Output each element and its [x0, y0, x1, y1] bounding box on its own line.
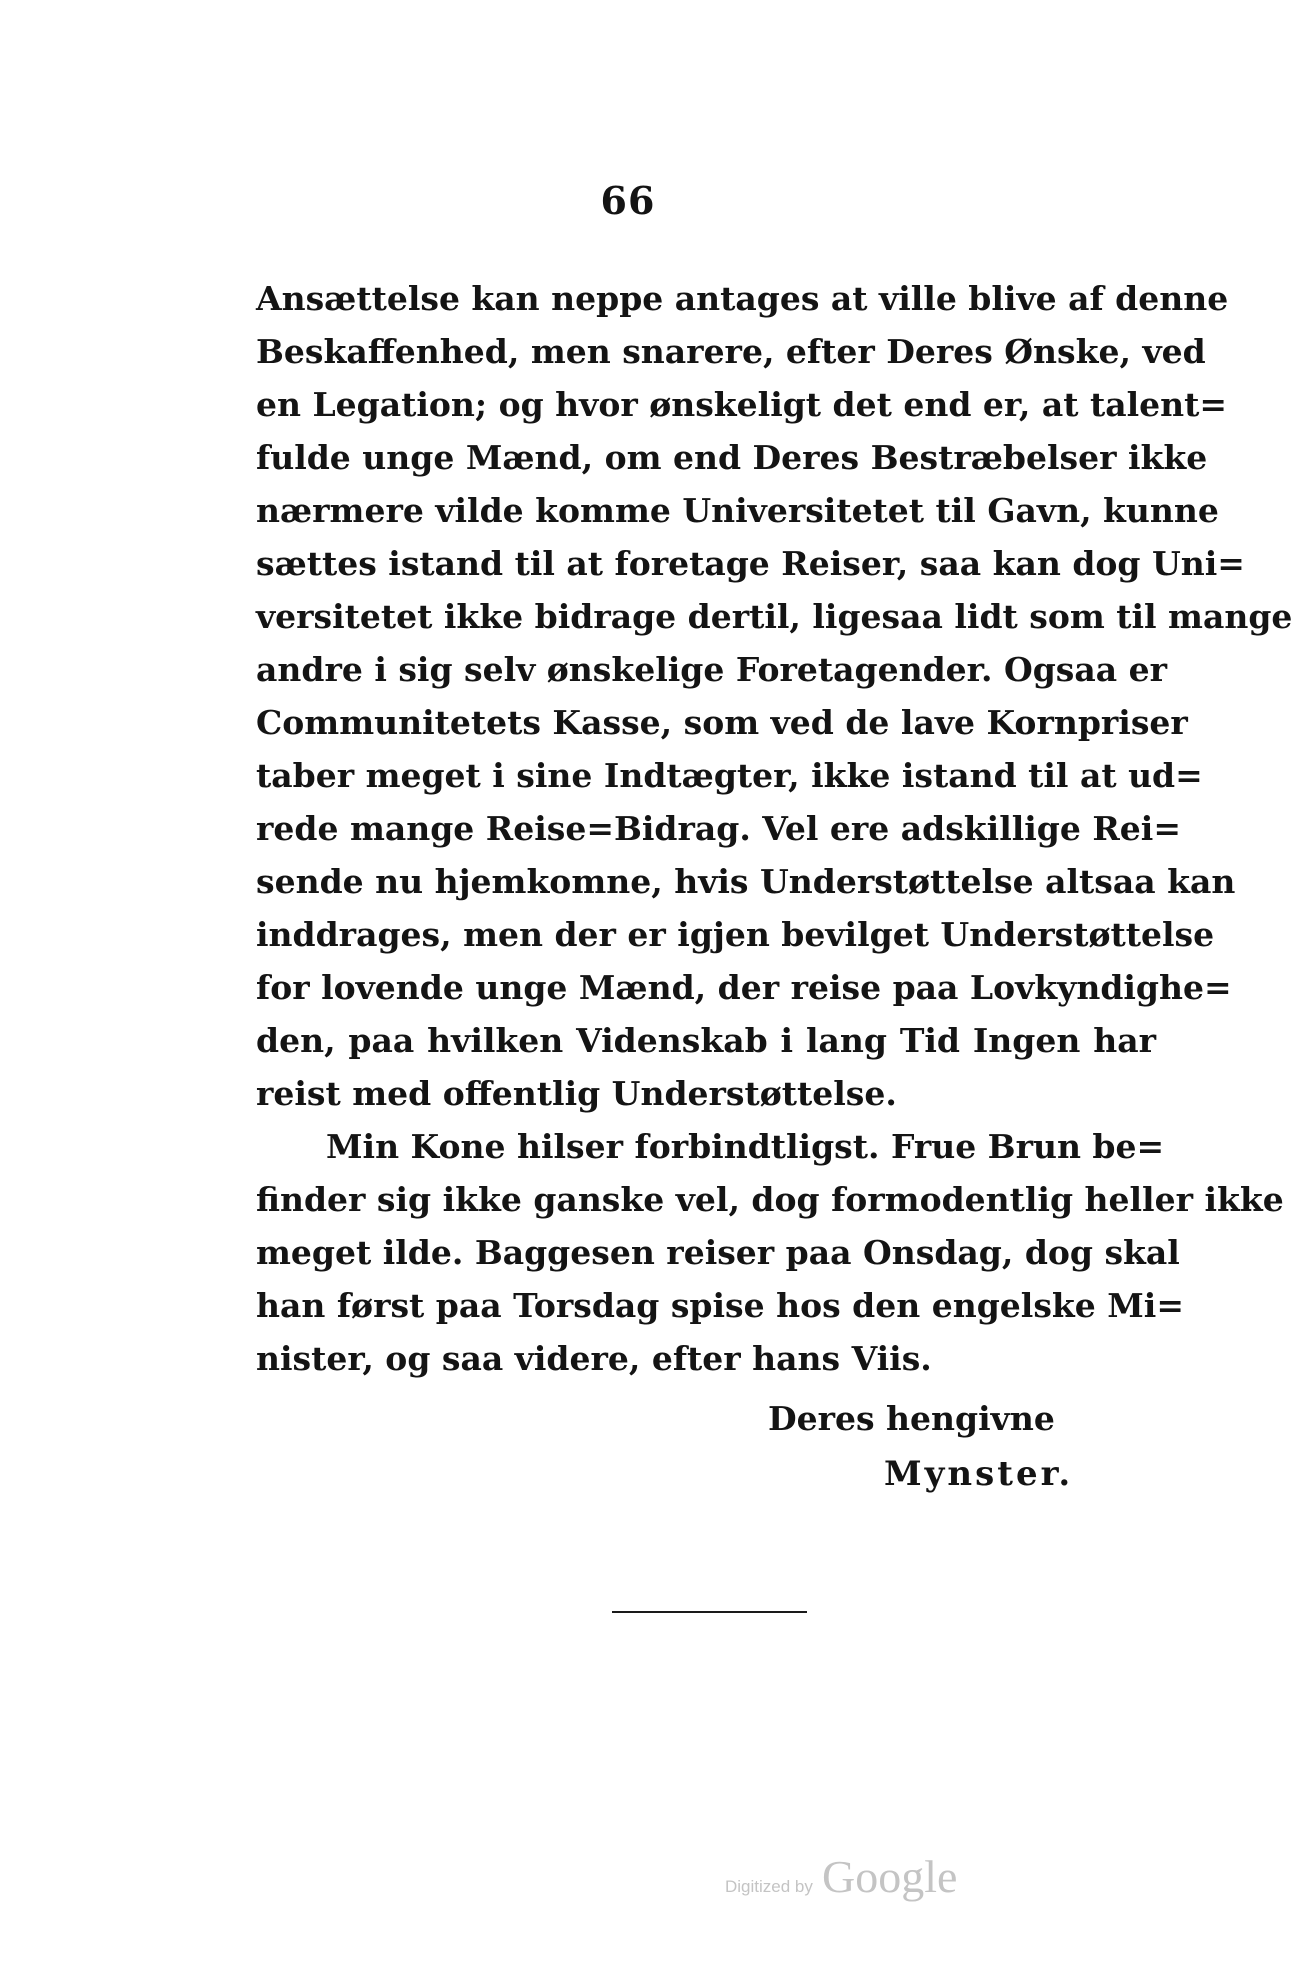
closing-salutation: Deres hengivne	[768, 1399, 1055, 1438]
body-line-5: nærmere vilde komme Universitetet til Gavn, kunne	[256, 491, 1219, 530]
watermark-prefix: Digitized by	[725, 1877, 813, 1896]
body-line-1: Ansættelse kan neppe antages at ville blive af denne	[256, 279, 1229, 318]
body-line-4: fulde unge Mænd, om end Deres Bestræbelser ikke	[256, 438, 1208, 477]
body-line-3: en Legation; og hvor ønskeligt det end er, at talent=	[256, 385, 1228, 424]
watermark	[725, 1850, 957, 1903]
body-line-12: sende nu hjemkomne, hvis Understøttelse altsaa kan	[256, 862, 1236, 901]
body-line-20: han først paa Torsdag spise hos den engelske Mi=	[256, 1286, 1184, 1325]
body-line-18: finder sig ikke ganske vel, dog formodentlig heller ikke	[256, 1180, 1284, 1219]
body-line-14: for lovende unge Mænd, der reise paa Lovkyndighe=	[256, 968, 1232, 1007]
body-line-6: sættes istand til at foretage Reiser, saa kan dog Uni=	[256, 544, 1245, 583]
page-number: 66	[600, 178, 656, 223]
body-line-2: Beskaffenhed, men snarere, efter Deres Ønske, ved	[256, 332, 1206, 371]
signature: Mynster.	[884, 1454, 1074, 1494]
body-line-15: den, paa hvilken Videnskab i lang Tid Ingen har	[256, 1021, 1156, 1060]
watermark-brand: Google	[821, 1851, 958, 1902]
body-line-7: versitetet ikke bidrage dertil, ligesaa lidt som til mange	[256, 597, 1292, 636]
body-line-11: rede mange Reise=Bidrag. Vel ere adskillige Rei=	[256, 809, 1181, 848]
body-line-19: meget ilde. Baggesen reiser paa Onsdag, dog skal	[256, 1233, 1180, 1272]
body-line-21: nister, og saa videre, efter hans Viis.	[256, 1339, 932, 1378]
letter-body	[256, 272, 1292, 1385]
body-line-10: taber meget i sine Indtægter, ikke istand til at ud=	[256, 756, 1203, 795]
body-line-13: inddrages, men der er igjen bevilget Understøttelse	[256, 915, 1215, 954]
body-line-17: Min Kone hilser forbindtligst. Frue Brun be=	[326, 1127, 1165, 1166]
body-line-16: reist med offentlig Understøttelse.	[256, 1074, 897, 1113]
body-line-9: Communitetets Kasse, som ved de lave Kornpriser	[256, 703, 1188, 742]
end-rule	[612, 1611, 807, 1613]
body-line-8: andre i sig selv ønskelige Foretagender. Ogsaa er	[256, 650, 1168, 689]
